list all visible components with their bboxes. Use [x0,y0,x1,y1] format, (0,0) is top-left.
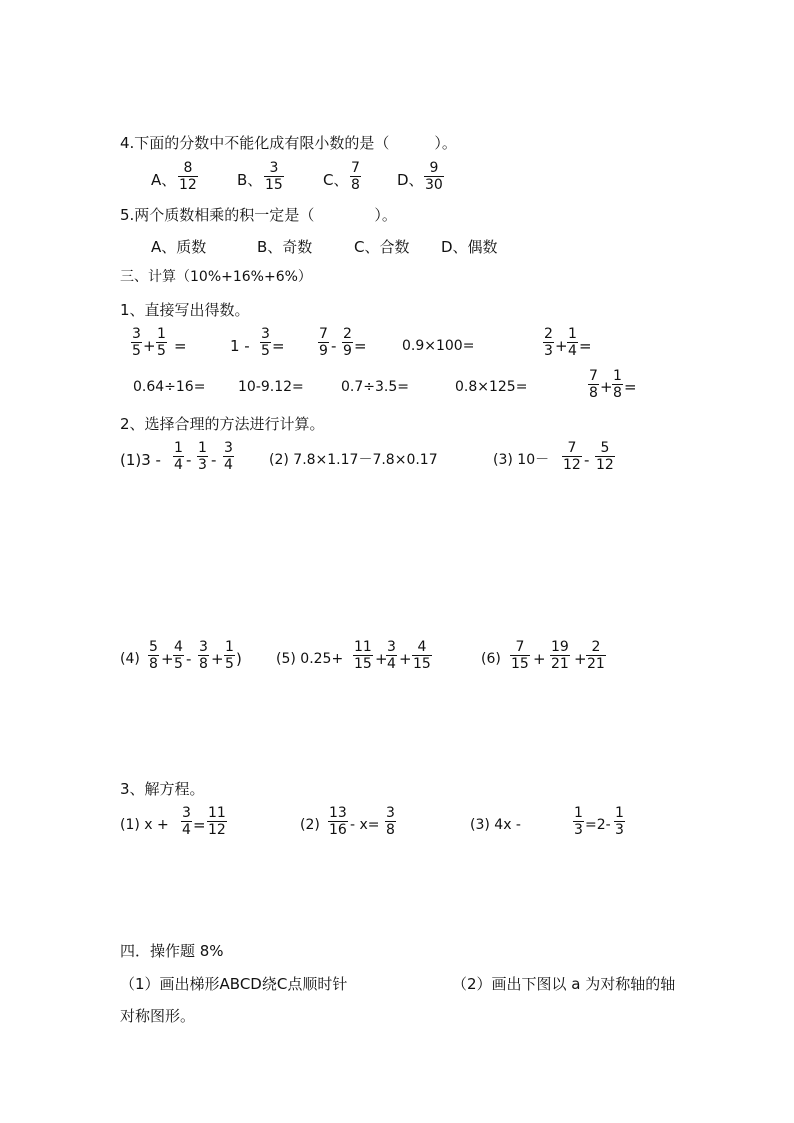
r1e3-fraction-a: $\frac{7}{9}$ [319,326,328,359]
p6-operator-1: + [533,650,546,668]
p1-fraction-b: $\frac{1}{3}$ [198,440,207,473]
r1e3-fraction-b: $\frac{2}{9}$ [343,326,352,359]
r1e5-fraction-a: $\frac{2}{3}$ [544,326,553,359]
q4-option-a-label: A、 [151,171,177,189]
r1e1-equals: = [174,337,187,355]
p4-fraction-a: $\frac{5}{8}$ [149,639,158,672]
p3-operator: - [584,451,590,469]
eq2-fraction-b: $\frac{3}{8}$ [386,805,395,838]
r2e3-expression: 0.7÷3.5= [341,379,409,395]
p1-operator-2: - [211,451,217,469]
p1-fraction-c: $\frac{3}{4}$ [224,440,233,473]
r1e4-expression: 0.9×100= [402,338,475,354]
p6-lead: (6) [481,651,501,667]
part-2-title: 2、选择合理的方法进行计算。 [120,415,325,433]
eq2-fraction-a: $\frac{13}{16}$ [329,805,347,838]
r1e3-equals: = [354,337,367,355]
p6-operator-2: + [574,650,587,668]
p3-fraction-a: $\frac{7}{12}$ [563,440,581,473]
p5-lead: (5) 0.25+ [276,651,344,667]
p4-close-paren: ) [236,650,242,668]
q4-option-d-fraction: $\frac{9}{30}$ [425,160,443,193]
question-5-text: 5.两个质数相乘的积一定是（ ）。 [120,206,397,224]
eq3-fraction-b: $\frac{1}{3}$ [615,805,624,838]
r1e1-operator: + [143,337,156,355]
eq1-fraction-b: $\frac{11}{12}$ [208,805,226,838]
p4-operator-3: + [211,650,224,668]
p2-expression: (2) 7.8×1.17－7.8×0.17 [269,452,438,468]
eq2-middle: - x= [350,817,380,833]
p3-lead: (3) 10－ [493,452,550,468]
r2e5-fraction-a: $\frac{7}{8}$ [589,368,598,401]
r1e1-fraction-b: $\frac{1}{5}$ [157,326,166,359]
r2e2-expression: 10-9.12= [238,379,304,395]
r2e5-equals: = [624,378,637,396]
eq3-middle: =2- [585,817,611,833]
q4-option-c-label: C、 [323,171,349,189]
part-1-title: 1、直接写出得数。 [120,301,250,319]
q5-option-a: A、质数 [151,238,207,256]
p5-operator-2: + [399,650,412,668]
p1-operator-1: - [186,451,192,469]
p3-fraction-b: $\frac{5}{12}$ [596,440,614,473]
r1e5-fraction-b: $\frac{1}{4}$ [568,326,577,359]
p1-lead: (1)3 - [120,451,161,469]
r1e2-equals: = [272,337,285,355]
q5-option-b: B、奇数 [257,238,313,256]
question-4-text: 4.下面的分数中不能化成有限小数的是（ ）。 [120,134,457,152]
eq1-lead: (1) x + [120,817,169,833]
p6-fraction-a: $\frac{7}{15}$ [511,639,529,672]
q5-option-c: C、合数 [354,238,410,256]
section-3-title: 三、计算（10%+16%+6%） [120,269,312,285]
section-4-item-2-continued: 对称图形。 [120,1007,196,1025]
p5-operator-1: + [375,650,388,668]
eq3-fraction-a: $\frac{1}{3}$ [574,805,583,838]
eq1-fraction-a: $\frac{3}{4}$ [182,805,191,838]
r2e4-expression: 0.8×125= [455,379,528,395]
section-4-title: 四．操作题 8% [120,942,224,960]
p6-fraction-b: $\frac{19}{21}$ [551,639,569,672]
eq2-lead: (2) [300,817,320,833]
p6-fraction-c: $\frac{2}{21}$ [587,639,605,672]
r1e3-operator: - [331,337,337,355]
q4-option-a-fraction: $\frac{8}{12}$ [179,160,197,193]
p4-fraction-b: $\frac{4}{5}$ [174,639,183,672]
r1e5-equals: = [579,337,592,355]
q4-option-d-label: D、 [397,171,424,189]
r1e2-lead: 1 - [230,337,250,355]
q5-option-d: D、偶数 [441,238,498,256]
eq1-equals: = [193,816,206,834]
p5-fraction-c: $\frac{4}{15}$ [413,639,431,672]
p5-fraction-a: $\frac{11}{15}$ [354,639,372,672]
p4-operator-2: - [186,650,192,668]
q4-option-c-fraction: $\frac{7}{8}$ [351,160,360,193]
p4-fraction-d: $\frac{1}{5}$ [225,639,234,672]
p4-fraction-c: $\frac{3}{8}$ [199,639,208,672]
p4-operator-1: + [161,650,174,668]
r2e1-expression: 0.64÷16= [133,379,206,395]
r1e1-fraction-a: $\frac{3}{5}$ [132,326,141,359]
r1e2-fraction: $\frac{3}{5}$ [261,326,270,359]
q4-option-b-fraction: $\frac{3}{15}$ [265,160,283,193]
p5-fraction-b: $\frac{3}{4}$ [387,639,396,672]
section-4-item-2: （2）画出下图以 a 为对称轴的轴 [452,975,676,993]
p4-lead: (4) [120,651,140,667]
part-3-title: 3、解方程。 [120,780,205,798]
q4-option-b-label: B、 [237,171,263,189]
p1-fraction-a: $\frac{1}{4}$ [174,440,183,473]
r2e5-operator: + [600,378,613,396]
r2e5-fraction-b: $\frac{1}{8}$ [613,368,622,401]
r1e5-operator: + [555,337,568,355]
eq3-lead: (3) 4x - [470,817,521,833]
section-4-item-1: （1）画出梯形ABCD绕C点顺时针 [120,975,348,993]
